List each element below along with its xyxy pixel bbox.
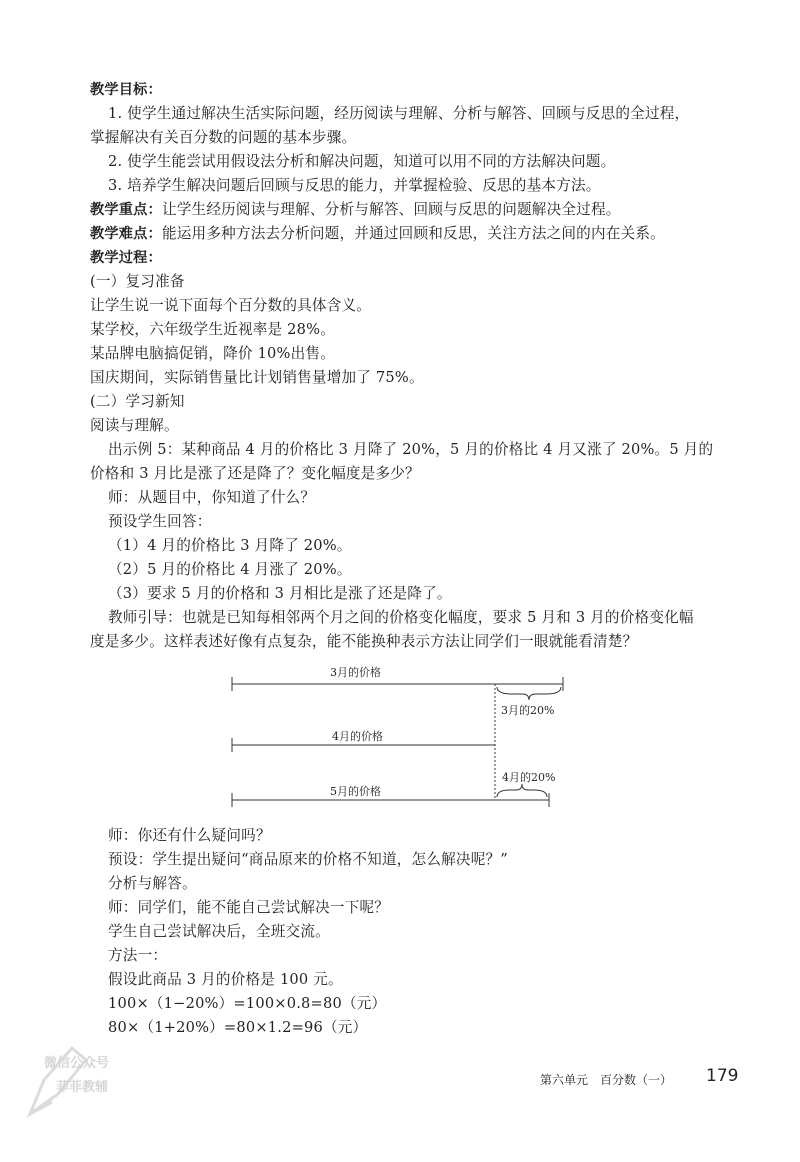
march-part-brace: [497, 687, 561, 700]
review-example: 某品牌电脑搞促销，降价 10%出售。: [90, 345, 335, 362]
may-label: 5月的价格: [330, 785, 381, 798]
review-intro: 让学生说一说下面每个百分数的具体含义。: [90, 297, 372, 314]
teacher-guide-line-1: 教师引导：也就是已知每相邻两个月之间的价格变化幅度，要求 5 月和 3 月的价格变化幅: [108, 609, 694, 626]
example-line-2: 价格和 3 月比是涨了还是降了？变化幅度是多少？: [90, 465, 420, 482]
class-exchange: 学生自己尝试解决后，全班交流。: [108, 923, 330, 940]
teacher-question: 师：同学们，能不能自己尝试解决一下呢？: [108, 899, 390, 916]
watermark-line-1: 微信公众号: [44, 1056, 110, 1071]
april-label: 4月的价格: [332, 730, 383, 743]
reading-step: 阅读与理解。: [90, 417, 179, 434]
teacher-question: 师：你还有什么疑问吗？: [108, 827, 271, 844]
answer-item: （2）5 月的价格比 4 月涨了 20%。: [108, 561, 352, 578]
watermark: [22, 1042, 132, 1122]
preset-question: 预设：学生提出疑问“商品原来的价格不知道，怎么解决呢？”: [108, 851, 508, 868]
april-part-label: 4月的20%: [502, 771, 556, 784]
analysis-step: 分析与解答。: [108, 875, 197, 892]
objective-1-line-1: 1. 使学生通过解决生活实际问题，经历阅读与理解、分析与解答、回顾与反思的全过程，: [108, 105, 690, 122]
review-title: (一）复习准备: [90, 273, 185, 290]
assumption: 假设此商品 3 月的价格是 100 元。: [108, 971, 343, 988]
method-one-title: 方法一：: [108, 947, 168, 964]
teacher-question: 师：从题目中，你知道了什么？: [108, 489, 316, 506]
review-example: 国庆期间，实际销售量比计划销售量增加了 75%。: [90, 369, 424, 386]
march-label: 3月的价格: [330, 666, 381, 679]
teacher-guide-line-2: 度是多少。这样表述好像有点复杂，能不能换种表示方法让同学们一眼就能看清楚？: [90, 633, 638, 650]
objectives-heading: 教学目标：: [90, 82, 162, 98]
process-heading: 教学过程：: [90, 250, 162, 266]
objective-1-line-2: 掌握解决有关百分数的问题的基本步骤。: [90, 129, 357, 146]
example-line-1: 出示例 5：某种商品 4 月的价格比 3 月降了 20%，5 月的价格比 4 月又涨了 20%。5 月的: [108, 441, 714, 458]
answer-item: （3）要求 5 月的价格和 3 月相比是涨了还是降了。: [108, 585, 452, 602]
preset-answer: 预设学生回答：: [108, 513, 212, 530]
answer-item: （1）4 月的价格比 3 月降了 20%。: [108, 537, 352, 554]
difficulty-text: 能运用多种方法去分析问题，并通过回顾和反思，关注方法之间的内在关系。: [161, 225, 665, 242]
difficulty-label: 教学难点：: [90, 226, 162, 242]
key-point-label: 教学重点：: [90, 202, 162, 218]
new-knowledge-title: (二）学习新知: [90, 393, 185, 410]
objective-3: 3. 培养学生解决问题后回顾与反思的能力，并掌握检验、反思的基本方法。: [108, 177, 601, 194]
april-part-brace: [497, 784, 547, 797]
objective-2: 2. 使学生能尝试用假设法分析和解决问题，知道可以用不同的方法解决问题。: [108, 153, 616, 170]
calculation: 80×（1+20%）=80×1.2=96（元）: [108, 1019, 368, 1036]
review-example: 某学校，六年级学生近视率是 28%。: [90, 321, 335, 338]
page-number: 179: [706, 1066, 739, 1086]
march-part-label: 3月的20%: [501, 704, 555, 717]
watermark-line-2: 菲菲教辅: [56, 1080, 109, 1095]
calculation: 100×（1−20%）=100×0.8=80（元）: [108, 995, 387, 1012]
key-point-text: 让学生经历阅读与理解、分析与解答、回顾与反思的问题解决全过程。: [161, 201, 621, 218]
footer-section-title: 第六单元 百分数（一）: [540, 1073, 673, 1087]
